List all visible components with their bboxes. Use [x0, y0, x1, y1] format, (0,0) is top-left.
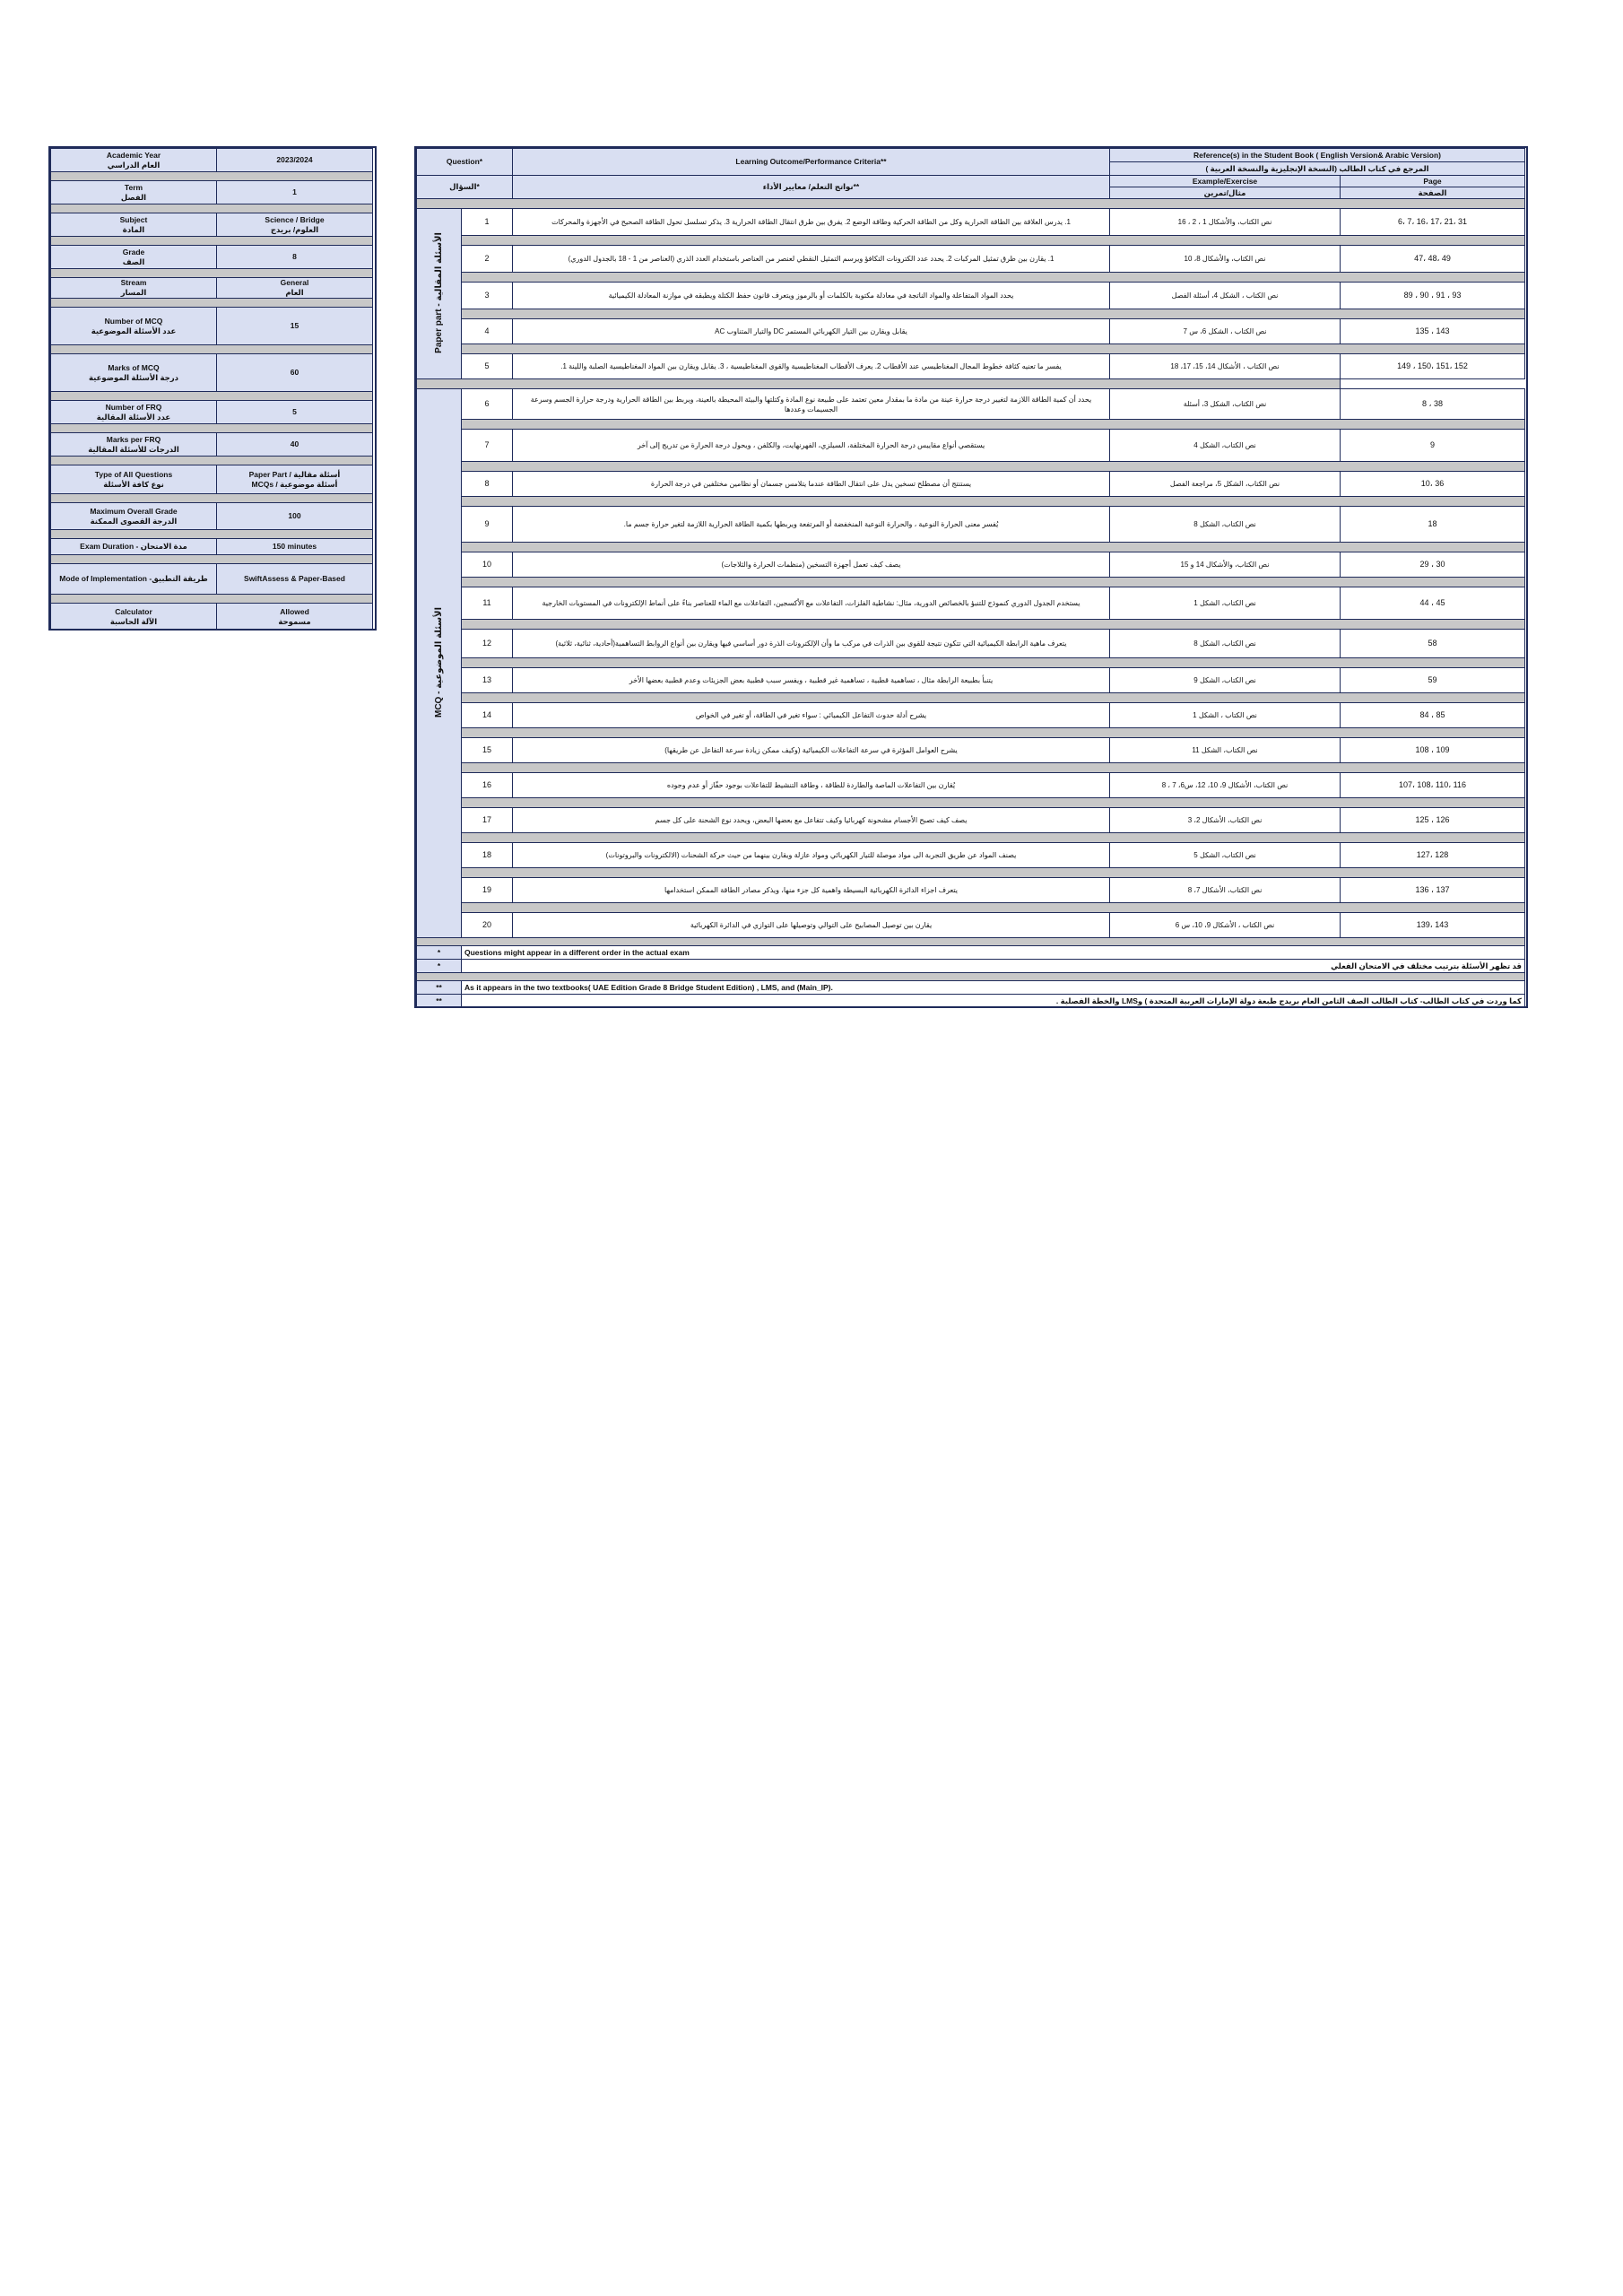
footnote-mark: * [417, 946, 462, 960]
info-value-en: 100 [288, 511, 301, 520]
info-value-en: 40 [290, 439, 299, 448]
question-row [417, 630, 1525, 658]
question-number: 3 [462, 283, 513, 309]
question-row [417, 808, 1525, 833]
question-number: 11 [462, 587, 513, 620]
info-key [51, 539, 217, 555]
info-key-en: Subject [119, 214, 148, 224]
info-separator [51, 595, 373, 604]
info-key-ar: الدرجة القصوى الممكنة [90, 516, 178, 526]
info-key-en: Number of MCQ [104, 316, 163, 326]
example-exercise: نص الكتاب، الشكل 8 [1110, 630, 1341, 658]
row-separator [417, 344, 1525, 354]
row-separator [417, 693, 1525, 703]
learning-outcomes-table [416, 148, 1525, 1008]
info-value-en: 2023/2024 [276, 155, 313, 164]
question-row [417, 703, 1525, 728]
footnote-row [417, 981, 1525, 995]
info-row [51, 278, 373, 299]
learning-outcome: 1. يدرس العلاقة بين الطاقة الحرارية وكل من الطاقة الحركية وطاقة الوضع 2. يفرق بين طرق انتقال الطاقة الحرارية 3. يذكر تسلسل تحول الطاقة الصحيح في الأجهزة والمحركات [513, 209, 1110, 236]
page-reference: 149 ، 150، 151، 152 [1341, 354, 1525, 379]
footnote-row [417, 995, 1525, 1008]
row-separator [417, 543, 1525, 552]
info-value-ar: MCQs / أسئلة موضوعية [251, 479, 338, 489]
info-key-ar: المادة [122, 224, 145, 234]
info-row [51, 149, 373, 172]
info-key [51, 308, 217, 345]
info-value [217, 604, 373, 631]
info-key-ar: عدد الأسئلة المقالية [96, 412, 171, 422]
question-number: 14 [462, 703, 513, 728]
question-row [417, 507, 1525, 543]
example-exercise: نص الكتاب ، الشكل 4، أسئلة الفصل [1110, 283, 1341, 309]
footnote-mark: ** [417, 981, 462, 995]
info-value-ar: العلوم/ بريدج [270, 224, 319, 234]
info-value-ar: العام [285, 288, 304, 297]
info-key [51, 246, 217, 269]
page-reference: 125 ، 126 [1341, 808, 1525, 833]
exam-info-table [50, 148, 373, 631]
info-key-ar: درجة الأسئلة الموضوعية [88, 372, 179, 382]
question-row [417, 319, 1525, 344]
info-separator [51, 494, 373, 503]
info-row [51, 604, 373, 631]
section-label: MCQ - الأسئلة الموضوعية [434, 606, 444, 718]
info-key-en: Exam Duration - مدة الامتحان [80, 542, 187, 551]
section-label: Paper part - الأسئلة المقالية [434, 231, 444, 353]
info-key-en: Maximum Overall Grade [90, 506, 178, 516]
page-reference: 18 [1341, 507, 1525, 543]
footnote-mark: ** [417, 995, 462, 1008]
info-key [51, 401, 217, 424]
row-separator [417, 658, 1525, 668]
reference-header: Reference(s) in the Student Book ( English Version& Arabic Version) [1110, 149, 1525, 162]
question-row [417, 472, 1525, 497]
info-row [51, 564, 373, 595]
learning-outcome: يصف كيف تصبح الأجسام مشحونة كهربائيا وكيف تتفاعل مع بعضها البعض، ويحدد نوع الشحنة على كل جسم [513, 808, 1110, 833]
question-number: 9 [462, 507, 513, 543]
row-separator [417, 620, 1525, 630]
info-key [51, 213, 217, 237]
question-number: 6 [462, 389, 513, 420]
footnote-text: كما وردت في كتاب الطالب- كتاب الطالب الصف الثامن العام بريدج طبعة دولة الإمارات العربية المتحدة ) وLMS والخطة الفصلية . [462, 995, 1525, 1008]
info-key-ar: العام الدراسي [107, 160, 161, 170]
info-key-en: Stream [120, 278, 147, 287]
info-value [217, 246, 373, 269]
question-row [417, 878, 1525, 903]
learning-outcome: يستنتج أن مصطلح تسخين يدل على انتقال الطاقة عندما يتلامس جسمان أو نظامين مختلفين في درجة الحرارة [513, 472, 1110, 497]
row-separator [417, 578, 1525, 587]
question-row [417, 209, 1525, 236]
question-number: 15 [462, 738, 513, 763]
row-separator [417, 833, 1525, 843]
learning-outcome: يصف كيف تعمل أجهزة التسخين (منظمات الحرارة والثلاجات) [513, 552, 1110, 578]
question-row [417, 552, 1525, 578]
example-exercise: نص الكتاب، الشكل 5 [1110, 843, 1341, 868]
example-exercise: نص الكتاب، الشكل 5، مراجعة الفصل [1110, 472, 1341, 497]
page-reference: 29 ، 30 [1341, 552, 1525, 578]
row-separator [417, 236, 1525, 246]
info-key [51, 604, 217, 631]
page-reference: 44 ، 45 [1341, 587, 1525, 620]
example-exercise: نص الكتاب ، الأشكال 14، 15، 17، 18 [1110, 354, 1341, 379]
row-separator [417, 973, 1525, 981]
info-row [51, 401, 373, 424]
reference-header-ar: المرجع في كتاب الطالب (النسخة الإنجليزية والنسخة العربية ) [1110, 162, 1525, 176]
info-separator [51, 299, 373, 308]
info-value-en: 1 [292, 187, 297, 196]
info-value-en: 150 minutes [272, 542, 317, 551]
question-row [417, 843, 1525, 868]
row-separator [417, 497, 1525, 507]
info-key-en: Calculator [115, 606, 152, 616]
learning-outcome: يفسر ما تعنيه كثافة خطوط المجال المغناطيسي عند الأقطاب 2. يعرف الأقطاب المغناطيسية والقوى المغناطيسية ، 3. يقابل ويقارن بين المواد المغناطيسية الصلبة واللينة 1. [513, 354, 1110, 379]
learning-outcome: يصنف المواد عن طريق التجربة الى مواد موصلة للتيار الكهربائي ومواد عازلة ويقارن بينهما من حيث حركة الشحنات (الالكترونات والبروتونات) [513, 843, 1110, 868]
info-key [51, 354, 217, 392]
info-key-en: Marks of MCQ [108, 362, 160, 372]
info-key-en: Marks per FRQ [106, 434, 161, 444]
info-row [51, 246, 373, 269]
learning-outcome-header-ar: نواتج التعلم/ معايير الأداء** [513, 176, 1110, 199]
info-key-ar: الفصل [120, 192, 147, 202]
info-separator [51, 204, 373, 213]
info-key-en: Number of FRQ [105, 402, 162, 412]
page-reference: 59 [1341, 668, 1525, 693]
page-reference: 8 ، 38 [1341, 389, 1525, 420]
question-header-ar: السؤال* [417, 176, 513, 199]
example-exercise: نص الكتاب، الشكل 9 [1110, 668, 1341, 693]
info-value-en: SwiftAssess & Paper-Based [244, 574, 345, 583]
row-separator [417, 938, 1525, 946]
row-separator [417, 420, 1525, 430]
learning-outcome: يستخدم الجدول الدوري كنموذج للتنبؤ بالخصائص الدورية، مثال: نشاطية الفلزات، التفاعلات مع الأكسجين، التفاعلات مع الماء للعناصر بناءً على أنماط الإلكترونات في المستويات الخارجية [513, 587, 1110, 620]
page-reference: 107، 108، 110، 116 [1341, 773, 1525, 798]
learning-outcome: يتنبأ بطبيعة الرابطة مثال ، تساهمية قطبية ، تساهمية غير قطبية ، ويفسر سبب قطبية بعض الجزيئات وعدم قطبية بعضها الأخر [513, 668, 1110, 693]
info-value-en: 60 [290, 368, 299, 377]
info-key [51, 149, 217, 172]
example-exercise: نص الكتاب، الشكل 3، أسئلة [1110, 389, 1341, 420]
learning-outcome: يحدد المواد المتفاعلة والمواد الناتجة في معادلة مكتوبة بالكلمات أو بالرموز ويتعرف قانون حفظ الكتلة ويطبقه في موازنة المعادلة الكيميائية [513, 283, 1110, 309]
question-number: 1 [462, 209, 513, 236]
info-key [51, 181, 217, 204]
info-key [51, 503, 217, 530]
example-header: Example/Exercise [1110, 176, 1341, 187]
question-row [417, 738, 1525, 763]
info-row [51, 539, 373, 555]
question-number: 5 [462, 354, 513, 379]
row-separator [417, 379, 1525, 389]
info-key [51, 433, 217, 457]
learning-outcome: 1. يقارن بين طرق تمثيل المركبات 2. يحدد عدد الكترونات التكافؤ ويرسم التمثيل النقطي لعنصر من العناصر باستخدام العدد الذري (العناصر من 1 - 18 بالجدول الدوري) [513, 246, 1110, 273]
info-row [51, 181, 373, 204]
info-key-en: Academic Year [106, 150, 161, 160]
question-number: 17 [462, 808, 513, 833]
info-value [217, 401, 373, 424]
info-key-ar: المسار [120, 288, 147, 297]
page-header: Page [1341, 176, 1525, 187]
info-key-ar: نوع كافة الأسئلة [103, 479, 164, 489]
info-row [51, 354, 373, 392]
page-reference: 84 ، 85 [1341, 703, 1525, 728]
learning-outcome: يشرح أدلة حدوث التفاعل الكيميائي : سواء تغير في الطاقة، أو تغير في الخواص [513, 703, 1110, 728]
learning-outcome: يحدد أن كمية الطاقة اللازمة لتغيير درجة حرارة عينة من مادة ما بمقدار معين تعتمد على طبيعة نوع المادة وكتلتها والبيئة المحيطة بالعينة، ويربط بين الطاقة الحرارية ودرجة حرارة الجسم وسرعة الجسيمات وعددها [513, 389, 1110, 420]
learning-outcome: يتعرف ماهية الرابطة الكيميائية التي تتكون نتيجة للقوى بين الذرات في مركب ما وأن الإلكترونات الذرة دور أساسي فيها ويقارن بين أنواع الروابط التساهمية(أحادية، ثنائية، ثلاثية) [513, 630, 1110, 658]
info-value-en: 8 [292, 252, 297, 261]
learning-outcome: يستقصي أنواع مقاييس درجة الحرارة المختلفة، السيلزي، الفهرنهايت، والكلفن ، ويحول درجة الحرارة من تدريج إلى آخر [513, 430, 1110, 462]
info-value-en: Allowed [280, 606, 309, 616]
info-key-en: Term [124, 182, 143, 192]
example-exercise: نص الكتاب، الشكل 4 [1110, 430, 1341, 462]
question-row [417, 773, 1525, 798]
info-value [217, 213, 373, 237]
info-value-en: Paper Part / أسئلة مقالية [248, 469, 341, 479]
info-separator [51, 172, 373, 181]
question-number: 16 [462, 773, 513, 798]
example-exercise: نص الكتاب، والأشكال 8، 10 [1110, 246, 1341, 273]
info-value [217, 539, 373, 555]
info-separator [51, 530, 373, 539]
info-value [217, 149, 373, 172]
info-value [217, 181, 373, 204]
question-number: 12 [462, 630, 513, 658]
question-row [417, 913, 1525, 938]
info-row [51, 308, 373, 345]
row-separator [417, 462, 1525, 472]
question-number: 4 [462, 319, 513, 344]
example-exercise: نص الكتاب، الأشكال 7، 8 [1110, 878, 1341, 903]
footnote-text: As it appears in the two textbooks( UAE Edition Grade 8 Bridge Student Edition) , LMS, and (Main_IP). [462, 981, 1525, 995]
row-separator [417, 309, 1525, 319]
example-header-ar: مثال/تمرين [1110, 187, 1341, 199]
row-separator [417, 798, 1525, 808]
row-separator [417, 903, 1525, 913]
question-row [417, 354, 1525, 379]
example-exercise: نص الكتاب، الأشكال 9، 10، 12، س6، 7 ، 8 [1110, 773, 1341, 798]
question-row [417, 389, 1525, 420]
question-row [417, 246, 1525, 273]
info-separator [51, 392, 373, 401]
learning-outcome: يُفسر معنى الحرارة النوعية ، والحرارة النوعية المنخفضة أو المرتفعة ويربطها بكمية الطاقة الحرارية اللازمة لتغير حرارة جسم ما. [513, 507, 1110, 543]
page-reference: 47، 48، 49 [1341, 246, 1525, 273]
learning-outcome: يُقارن بين التفاعلات الماصة والطاردة للطاقة ، وطاقة التنشيط للتفاعلات بوجود حفّاز أو عدم وجوده [513, 773, 1110, 798]
info-value [217, 433, 373, 457]
page-reference: 139، 143 [1341, 913, 1525, 938]
info-value-ar: مسموحة [278, 616, 311, 626]
info-value-en: General [280, 278, 309, 287]
question-row [417, 283, 1525, 309]
info-key-en: Grade [122, 247, 145, 257]
info-value-en: 5 [292, 407, 297, 416]
example-exercise: نص الكتاب، والأشكال 14 و 15 [1110, 552, 1341, 578]
info-separator [51, 555, 373, 564]
question-number: 7 [462, 430, 513, 462]
example-exercise: نص الكتاب، الشكل 1 [1110, 587, 1341, 620]
info-separator [51, 457, 373, 465]
mcq-section [417, 389, 462, 938]
info-value [217, 308, 373, 345]
info-key-ar: الدرجات للأسئلة المقالية [88, 444, 179, 454]
info-separator [51, 424, 373, 433]
footnote-text: قد تظهر الأسئلة بترتيب مختلف في الامتحان الفعلي [462, 960, 1525, 973]
info-key-ar: الصف [122, 257, 145, 266]
page-reference: 108 ، 109 [1341, 738, 1525, 763]
info-row [51, 213, 373, 237]
info-value [217, 278, 373, 299]
page-header-ar: الصفحة [1341, 187, 1525, 199]
footnote-row [417, 960, 1525, 973]
info-row [51, 433, 373, 457]
info-key-ar: عدد الأسئلة الموضوعية [91, 326, 177, 335]
question-row [417, 668, 1525, 693]
question-row [417, 587, 1525, 620]
question-number: 19 [462, 878, 513, 903]
page-reference: 135 ، 143 [1341, 319, 1525, 344]
learning-outcome-header: Learning Outcome/Performance Criteria** [513, 149, 1110, 176]
page-reference: 127، 128 [1341, 843, 1525, 868]
question-number: 10 [462, 552, 513, 578]
footnote-text: Questions might appear in a different order in the actual exam [462, 946, 1525, 960]
example-exercise: نص الكتاب، والأشكال 1 ، 2 ، 16 [1110, 209, 1341, 236]
example-exercise: نص الكتاب ، الشكل 6، س 7 [1110, 319, 1341, 344]
info-separator [51, 269, 373, 278]
info-value-en: Science / Bridge [265, 214, 325, 224]
question-number: 8 [462, 472, 513, 497]
example-exercise: نص الكتاب، الأشكال 2، 3 [1110, 808, 1341, 833]
question-header: Question* [417, 149, 513, 176]
page-reference: 10، 36 [1341, 472, 1525, 497]
learning-outcome: يقابل ويقارن بين التيار الكهربائي المستمر DC والتيار المتناوب AC [513, 319, 1110, 344]
example-exercise: نص الكتاب ، الشكل 1 [1110, 703, 1341, 728]
info-value [217, 564, 373, 595]
footnote-mark: * [417, 960, 462, 973]
page-reference: 58 [1341, 630, 1525, 658]
example-exercise: نص الكتاب، الشكل 8 [1110, 507, 1341, 543]
info-key-ar: الآلة الحاسبة [109, 616, 158, 626]
info-value-en: 15 [290, 321, 299, 330]
info-key-en: Type of All Questions [94, 469, 173, 479]
question-row [417, 430, 1525, 462]
info-key [51, 278, 217, 299]
footnote-row [417, 946, 1525, 960]
learning-outcome: يقارن بين توصيل المصابيح على التوالي وتوصيلها على التوازي في الدائرة الكهربائية [513, 913, 1110, 938]
row-separator [417, 273, 1525, 283]
learning-outcome: يتعرف اجزاء الدائرة الكهربائية البسيطة واهمية كل جزء منها، ويذكر مصادر الطاقة الممكن استخدامها [513, 878, 1110, 903]
page-reference: 89 ، 90 ، 91 ، 93 [1341, 283, 1525, 309]
question-number: 2 [462, 246, 513, 273]
page-reference: 6، 7، 16، 17، 21، 31 [1341, 209, 1525, 236]
page-reference: 136 ، 137 [1341, 878, 1525, 903]
row-separator [417, 728, 1525, 738]
question-number: 13 [462, 668, 513, 693]
question-number: 20 [462, 913, 513, 938]
info-value [217, 465, 373, 494]
info-key-en: Mode of Implementation -طريقة التطبيق [59, 574, 208, 583]
info-key [51, 465, 217, 494]
info-value [217, 503, 373, 530]
question-number: 18 [462, 843, 513, 868]
example-exercise: نص الكتاب ، الأشكال 9، 10، س 6 [1110, 913, 1341, 938]
paper-part-section [417, 209, 462, 379]
row-separator [417, 868, 1525, 878]
info-value [217, 354, 373, 392]
learning-outcome: يشرح العوامل المؤثرة في سرعة التفاعلات الكيميائية (وكيف ممكن زيادة سرعة التفاعل عن طريقها) [513, 738, 1110, 763]
info-row [51, 465, 373, 494]
info-separator [51, 237, 373, 246]
page-reference: 9 [1341, 430, 1525, 462]
info-row [51, 503, 373, 530]
example-exercise: نص الكتاب، الشكل 11 [1110, 738, 1341, 763]
row-separator [417, 763, 1525, 773]
info-separator [51, 345, 373, 354]
info-key [51, 564, 217, 595]
